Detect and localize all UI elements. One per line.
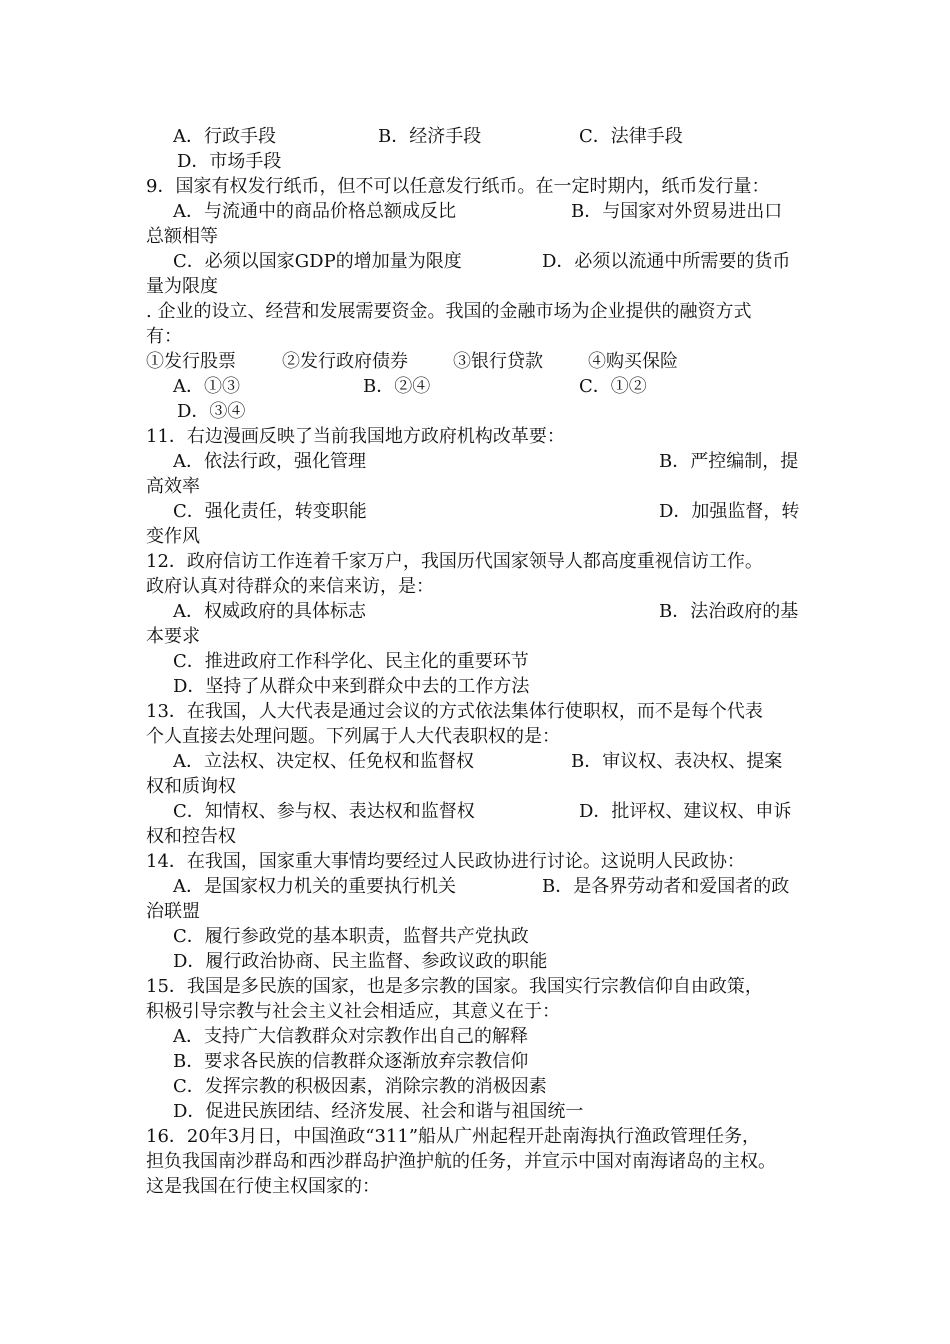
q16-stem-cont-2: 这是我国在行使主权国家的：: [146, 1176, 380, 1197]
q9-option-b: B．与国家对外贸易进出口: [571, 201, 783, 222]
q10-item-1: ①发行股票: [146, 351, 236, 372]
q13-option-b-cont: 权和质询权: [146, 776, 236, 797]
q10-option-c: C．①②: [579, 376, 647, 397]
q14-option-c: C．履行参政党的基本职责，监督共产党执政: [173, 926, 529, 947]
q13-option-b: B．审议权、表决权、提案: [571, 751, 783, 772]
q11-option-a: A．依法行政，强化管理: [173, 451, 366, 472]
q8-option-b: B．经济手段: [378, 126, 482, 147]
q9-option-d-cont: 量为限度: [146, 276, 218, 297]
q8-option-a: A．行政手段: [173, 126, 276, 147]
q15-option-c: C．发挥宗教的积极因素，消除宗教的消极因素: [173, 1076, 547, 1097]
q9-option-b-cont: 总额相等: [146, 226, 218, 247]
q12-options-row-1: [146, 599, 826, 624]
q9-option-a: A．与流通中的商品价格总额成反比: [173, 201, 456, 222]
q11-option-b-cont: 高效率: [146, 476, 200, 497]
q10-stem-cont: 有：: [146, 326, 182, 347]
q11-option-d-cont: 变作风: [146, 526, 200, 547]
question-list: [146, 124, 826, 1199]
q13-option-a: A．立法权、决定权、任免权和监督权: [173, 751, 474, 772]
q14-stem: 14．在我国，国家重大事情均要经过人民政协进行讨论。这说明人民政协：: [146, 851, 745, 872]
q8-options-row: [146, 124, 826, 149]
q9-options-row-1: [146, 199, 826, 224]
q15-stem-cont: 积极引导宗教与社会主义社会相适应，其意义在于：: [146, 1001, 560, 1022]
q11-option-b: B．严控编制，提: [659, 451, 799, 472]
q15-option-d: D．促进民族团结、经济发展、社会和谐与祖国统一: [173, 1101, 584, 1122]
q8-option-c: C．法律手段: [579, 126, 683, 147]
q13-option-c: C．知情权、参与权、表达权和监督权: [173, 801, 475, 822]
q13-option-d: D．批评权、建议权、申诉: [579, 801, 792, 822]
q13-stem: 13．在我国，人大代表是通过会议的方式依法集体行使职权，而不是每个代表: [146, 701, 763, 722]
q10-option-d: D．③④: [177, 401, 246, 422]
q10-options-row: [146, 374, 826, 399]
q10-item-4: ④购买保险: [588, 351, 678, 372]
q11-option-c: C．强化责任，转变职能: [173, 501, 367, 522]
q10-item-2: ②发行政府债券: [282, 351, 408, 372]
q13-options-row-2: [146, 799, 826, 824]
q14-option-a: A．是国家权力机关的重要执行机关: [173, 876, 456, 897]
q13-option-d-cont: 权和控告权: [146, 826, 236, 847]
q11-options-row-1: [146, 449, 826, 474]
q10-stem: . 企业的设立、经营和发展需要资金。我国的金融市场为企业提供的融资方式: [146, 301, 752, 322]
q10-item-3: ③银行贷款: [453, 351, 543, 372]
q12-option-d: D．坚持了从群众中来到群众中去的工作方法: [173, 676, 530, 697]
q12-stem: 12．政府信访工作连着千家万户，我国历代国家领导人都高度重视信访工作。: [146, 551, 763, 572]
q11-stem: 11．右边漫画反映了当前我国地方政府机构改革要：: [146, 426, 565, 447]
q11-options-row-2: [146, 499, 826, 524]
q14-option-b-cont: 治联盟: [146, 901, 200, 922]
q16-stem-cont-1: 担负我国南沙群岛和西沙群岛护渔护航的任务，并宣示中国对南海诸岛的主权。: [146, 1151, 776, 1172]
q16-stem: 16．20年3月日，中国渔政“311”船从广州起程开赴南海执行渔政管理任务，: [146, 1126, 761, 1147]
q12-option-b-cont: 本要求: [146, 626, 200, 647]
q14-option-b: B．是各界劳动者和爱国者的政: [542, 876, 790, 897]
q9-option-d: D．必须以流通中所需要的货币: [542, 251, 791, 272]
q14-option-d: D．履行政治协商、民主监督、参政议政的职能: [173, 951, 548, 972]
q15-stem: 15．我国是多民族的国家，也是多宗教的国家。我国实行宗教信仰自由政策，: [146, 976, 763, 997]
q13-stem-cont: 个人直接去处理问题。下列属于人大代表职权的是：: [146, 726, 560, 747]
q15-option-a: A．支持广大信教群众对宗教作出自己的解释: [173, 1026, 528, 1047]
q12-option-c: C．推进政府工作科学化、民主化的重要环节: [173, 651, 529, 672]
q9-option-c: C．必须以国家GDP的增加量为限度: [173, 251, 462, 272]
q12-stem-cont: 政府认真对待群众的来信来访，是：: [146, 576, 434, 597]
q10-option-a: A．①③: [173, 376, 240, 397]
q13-options-row-1: [146, 749, 826, 774]
q10-option-b: B．②④: [363, 376, 431, 397]
q9-options-row-2: [146, 249, 826, 274]
q9-stem: 9．国家有权发行纸币，但不可以任意发行纸币。在一定时期内，纸币发行量：: [146, 176, 770, 197]
q14-options-row-1: [146, 874, 826, 899]
q11-option-d: D．加强监督，转: [659, 501, 800, 522]
q15-option-b: B．要求各民族的信教群众逐渐放弃宗教信仰: [173, 1051, 529, 1072]
q12-option-b: B．法治政府的基: [659, 601, 799, 622]
q12-option-a: A．权威政府的具体标志: [173, 601, 366, 622]
q8-option-d: D．市场手段: [177, 151, 282, 172]
q10-items-row: [146, 349, 826, 374]
